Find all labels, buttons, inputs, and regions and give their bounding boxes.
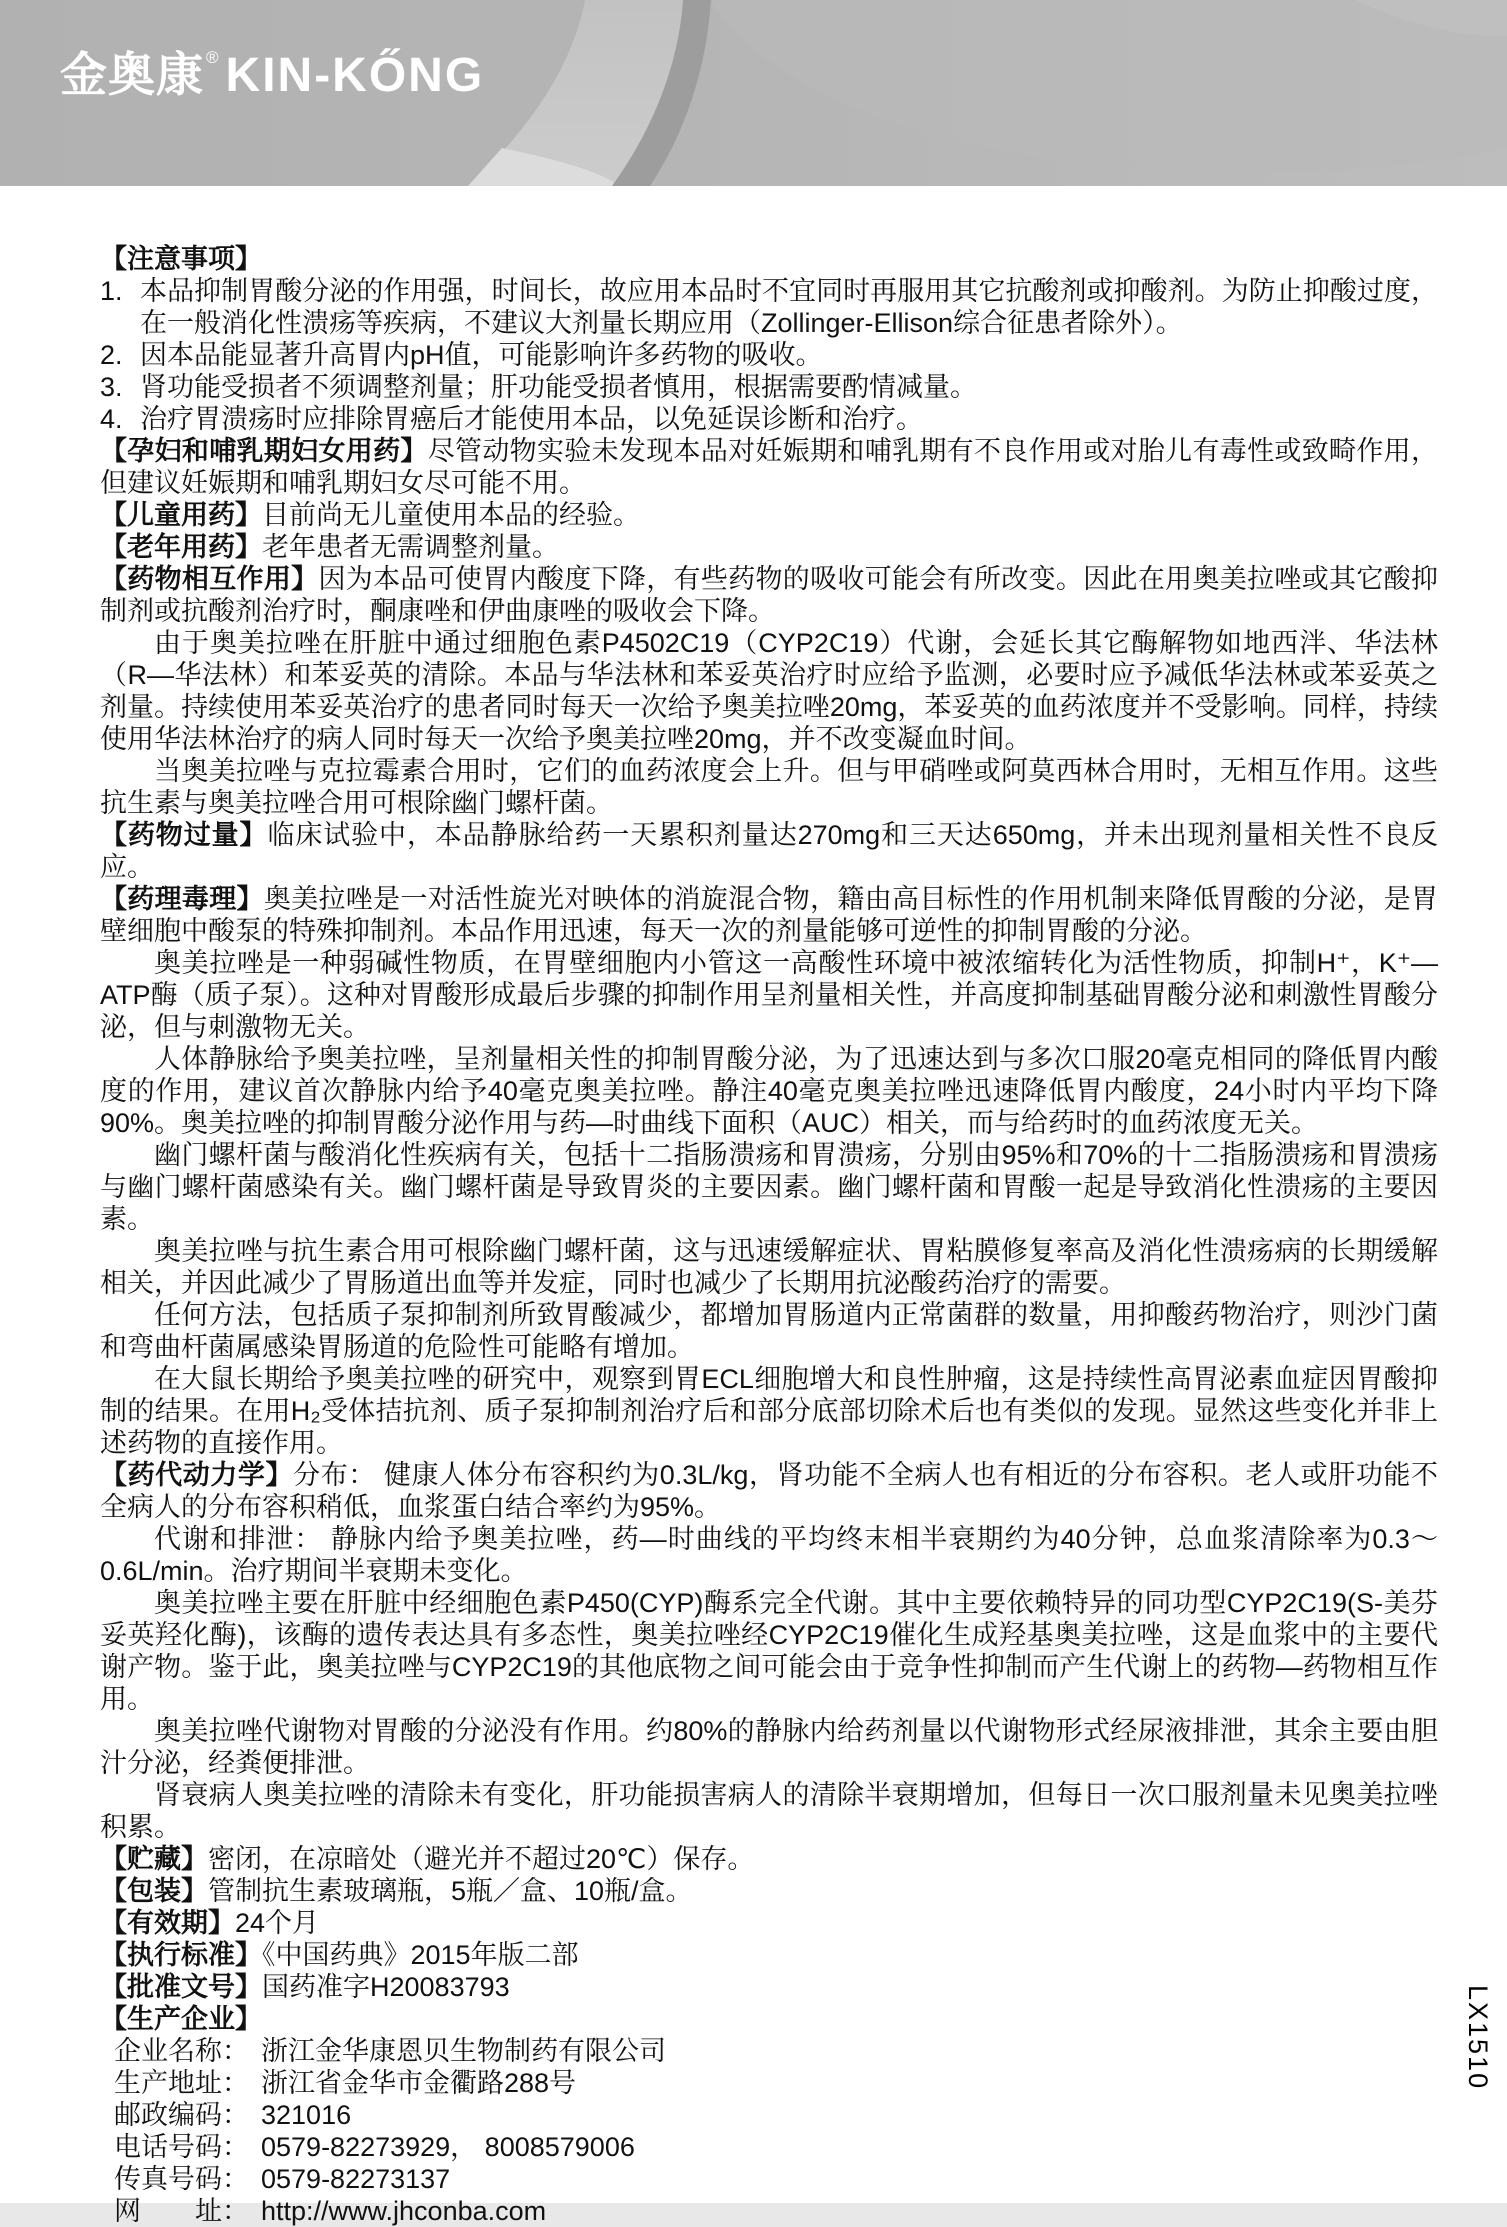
info-line (100, 2099, 1438, 2131)
body-text: 奥美拉唑是一对活性旋光对映体的消旋混合物，籍由高目标性的作用机制来降低胃酸的分泌，是胃壁细胞中酸泵的特殊抑制剂。本品作用迅速，每天一次的剂量能够可逆性的抑制胃酸的分泌。 (100, 884, 1438, 946)
section-label: 【药物相互作用】 (100, 564, 319, 594)
body-text: 当奥美拉唑与克拉霉素合用时，它们的血药浓度会上升。但与甲硝唑或阿莫西林合用时，无相互作用。这些抗生素与奥美拉唑合用可根除幽门螺杆菌。 (100, 756, 1438, 818)
body-text: 目前尚无儿童使用本品的经验。 (262, 500, 640, 530)
info-line (100, 2035, 1438, 2067)
list-item (100, 371, 1438, 403)
section-label: 【药理毒理】 (100, 884, 264, 914)
body-text: 奥美拉唑与抗生素合用可根除幽门螺杆菌，这与迅速缓解症状、胃粘膜修复率高及消化性溃疡病的长期缓解相关，并因此减少了胃肠道出血等并发症，同时也减少了长期用抗泌酸药治疗的需要。 (100, 1236, 1438, 1298)
info-value: 浙江省金华市金衢路288号 (261, 2068, 577, 2098)
registered-trademark-icon: ® (206, 48, 220, 67)
section-heading (100, 2003, 1438, 2035)
body-text: 代谢和排泄： 静脉内给予奥美拉唑，药—时曲线的平均终末相半衰期约为40分钟，总血浆清除率为0.3～0.6L/min。治疗期间半衰期未变化。 (100, 1524, 1438, 1586)
paragraph (100, 1299, 1438, 1363)
section-heading (100, 883, 1438, 947)
print-code: LX1510 (1463, 1985, 1493, 2091)
info-label: 邮政编码： (114, 2100, 249, 2130)
list-item-number: 3. (100, 372, 123, 402)
paragraph (100, 1235, 1438, 1299)
body-text: 密闭，在凉暗处（避光并不超过20℃）保存。 (208, 1844, 755, 1874)
list-item-number: 1. (100, 276, 123, 306)
paragraph (100, 627, 1438, 755)
section-label: 【老年用药】 (100, 532, 262, 562)
section-label: 【执行标准】 (100, 1940, 262, 1970)
body-text: 因本品能显著升高胃内pH值，可能影响许多药物的吸收。 (140, 340, 823, 370)
document-body (100, 243, 1438, 2227)
section-heading (100, 499, 1438, 531)
list-item-number: 4. (100, 404, 123, 434)
info-line (100, 2067, 1438, 2099)
body-text: 肾功能受损者不须调整剂量；肝功能受损者慎用，根据需要酌情减量。 (140, 372, 977, 402)
info-label: 传真号码： (114, 2164, 249, 2194)
body-text: 因为本品可使胃内酸度下降，有些药物的吸收可能会有所改变。因此在用奥美拉唑或其它酸抑制剂或抗酸剂治疗时，酮康唑和伊曲康唑的吸收会下降。 (100, 564, 1438, 626)
brand-logo (60, 38, 484, 105)
body-text: 分布： 健康人体分布容积约为0.3L/kg，肾功能不全病人也有相近的分布容积。老人或肝功能不全病人的分布容积稍低，血浆蛋白结合率约为95%。 (100, 1460, 1439, 1522)
body-text: 在大鼠长期给予奥美拉唑的研究中，观察到胃ECL细胞增大和良性肿瘤，这是持续性高胃泌素血症因胃酸抑制的结果。在用H₂受体拮抗剂、质子泵抑制剂治疗后和部分底部切除术后也有类似的发现。显然这些变化并非上述药物的直接作用。 (100, 1364, 1438, 1458)
info-value: 0579-82273137 (261, 2164, 451, 2194)
body-text: 《中国药典》2015年版二部 (262, 1940, 579, 1970)
body-text: 幽门螺杆菌与酸消化性疾病有关，包括十二指肠溃疡和胃溃疡，分别由95%和70%的十二指肠溃疡和胃溃疡与幽门螺杆菌感染有关。幽门螺杆菌是导致胃炎的主要因素。幽门螺杆菌和胃酸一起是导致消化性溃疡的主要因素。 (100, 1140, 1438, 1234)
paragraph (100, 755, 1438, 819)
list-item (100, 403, 1438, 435)
section-label: 【包装】 (100, 1876, 208, 1906)
body-text: 本品抑制胃酸分泌的作用强，时间长，故应用本品时不宜同时再服用其它抗酸剂或抑酸剂。为防止抑酸过度，在一般消化性溃疡等疾病，不建议大剂量长期应用（Zollinger-Ellison综合征患者除外）。 (140, 276, 1438, 338)
list-item (100, 275, 1438, 339)
body-text: 24个月 (235, 1908, 320, 1938)
section-heading (100, 435, 1438, 499)
list-item-number: 2. (100, 340, 123, 370)
body-text: 老年患者无需调整剂量。 (262, 532, 559, 562)
section-heading (100, 243, 1438, 275)
section-label: 【孕妇和哺乳期妇女用药】 (100, 436, 428, 466)
brand-name-en: KIN-KŐNG (225, 49, 485, 102)
info-line (100, 2163, 1438, 2195)
body-text: 人体静脉给予奥美拉唑，呈剂量相关性的抑制胃酸分泌，为了迅速达到与多次口服20毫克相同的降低胃内酸度的作用，建议首次静脉内给予40毫克奥美拉唑。静注40毫克奥美拉唑迅速降低胃内酸度，24小时内平均下降90%。奥美拉唑的抑制胃酸分泌作用与药—时曲线下面积（AUC）相关，而与给药时的血药浓度无关。 (100, 1044, 1438, 1138)
info-label: 网 址： (114, 2196, 249, 2226)
body-text: 肾衰病人奥美拉唑的清除未有变化，肝功能损害病人的清除半衰期增加，但每日一次口服剂量未见奥美拉唑积累。 (100, 1780, 1438, 1842)
section-label: 【生产企业】 (100, 2004, 262, 2034)
section-label: 【药物过量】 (100, 820, 268, 850)
section-heading (100, 1875, 1438, 1907)
section-label: 【有效期】 (100, 1908, 235, 1938)
info-line (100, 2131, 1438, 2163)
paragraph (100, 1523, 1438, 1587)
section-heading (100, 1939, 1438, 1971)
paragraph (100, 1587, 1438, 1715)
info-value: 浙江金华康恩贝生物制药有限公司 (261, 2036, 666, 2066)
body-text: 管制抗生素玻璃瓶，5瓶／盒、10瓶/盒。 (208, 1876, 693, 1906)
body-text: 治疗胃溃疡时应排除胃癌后才能使用本品，以免延误诊断和治疗。 (140, 404, 923, 434)
section-label: 【儿童用药】 (100, 500, 262, 530)
paragraph (100, 1779, 1438, 1843)
body-text: 任何方法，包括质子泵抑制剂所致胃酸减少，都增加胃肠道内正常菌群的数量，用抑酸药物治疗，则沙门菌和弯曲杆菌属感染胃肠道的危险性可能略有增加。 (100, 1300, 1438, 1362)
header-band (0, 0, 1507, 186)
info-label: 企业名称： (114, 2036, 249, 2066)
info-value: http://www.jhconba.com (261, 2196, 547, 2226)
info-value: 0579-82273929， 8008579006 (261, 2132, 635, 2162)
body-text: 奥美拉唑代谢物对胃酸的分泌没有作用。约80%的静脉内给药剂量以代谢物形式经尿液排泄，其余主要由胆汁分泌，经粪便排泄。 (100, 1716, 1438, 1778)
section-label: 【药代动力学】 (100, 1460, 294, 1490)
paragraph (100, 1139, 1438, 1235)
section-label: 【贮藏】 (100, 1844, 208, 1874)
info-label: 电话号码： (114, 2132, 249, 2162)
body-text: 由于奥美拉唑在肝脏中通过细胞色素P4502C19（CYP2C19）代谢，会延长其它酶解物如地西泮、华法林（R—华法林）和苯妥英的清除。本品与华法林和苯妥英治疗时应给予监测，必要时应予减低华法林或苯妥英之剂量。持续使用苯妥英治疗的患者同时每天一次给予奥美拉唑20mg，苯妥英的血药浓度并不受影响。同样，持续使用华法林治疗的病人同时每天一次给予奥美拉唑20mg，并不改变凝血时间。 (100, 628, 1438, 754)
body-text: 尽管动物实验未发现本品对妊娠期和哺乳期有不良作用或对胎儿有毒性或致畸作用，但建议妊娠期和哺乳期妇女尽可能不用。 (100, 436, 1438, 498)
paragraph (100, 947, 1438, 1043)
list-item (100, 339, 1438, 371)
section-heading (100, 1843, 1438, 1875)
body-text: 奥美拉唑主要在肝脏中经细胞色素P450(CYP)酶系完全代谢。其中主要依赖特异的同功型CYP2C19(S-美芬妥英羟化酶)，该酶的遗传表达具有多态性，奥美拉唑经CYP2C19催化生成羟基奥美拉唑，这是血浆中的主要代谢产物。鉴于此，奥美拉唑与CYP2C19的其他底物之间可能会由于竞争性抑制而产生代谢上的药物—药物相互作用。 (100, 1588, 1438, 1714)
section-heading (100, 531, 1438, 563)
paragraph (100, 1043, 1438, 1139)
section-label: 【批准文号】 (100, 1972, 262, 2002)
section-heading (100, 819, 1438, 883)
section-heading (100, 1459, 1438, 1523)
section-heading (100, 1971, 1438, 2003)
brand-name-cn: 金奥康 (60, 48, 204, 101)
paragraph (100, 1715, 1438, 1779)
section-heading (100, 1907, 1438, 1939)
info-value: 321016 (261, 2100, 352, 2130)
info-line (100, 2195, 1438, 2227)
body-text: 国药准字H20083793 (262, 1972, 510, 2002)
paragraph (100, 1363, 1438, 1459)
section-label: 【注意事项】 (100, 244, 262, 274)
body-text: 奥美拉唑是一种弱碱性物质，在胃壁细胞内小管这一高酸性环境中被浓缩转化为活性物质，抑制H⁺，K⁺—ATP酶（质子泵）。这种对胃酸形成最后步骤的抑制作用呈剂量相关性，并高度抑制基础胃酸分泌和刺激性胃酸分泌，但与刺激物无关。 (100, 948, 1438, 1042)
info-label: 生产地址： (114, 2068, 249, 2098)
body-text: 临床试验中，本品静脉给药一天累积剂量达270mg和三天达650mg，并未出现剂量相关性不良反应。 (100, 820, 1438, 882)
section-heading (100, 563, 1438, 627)
